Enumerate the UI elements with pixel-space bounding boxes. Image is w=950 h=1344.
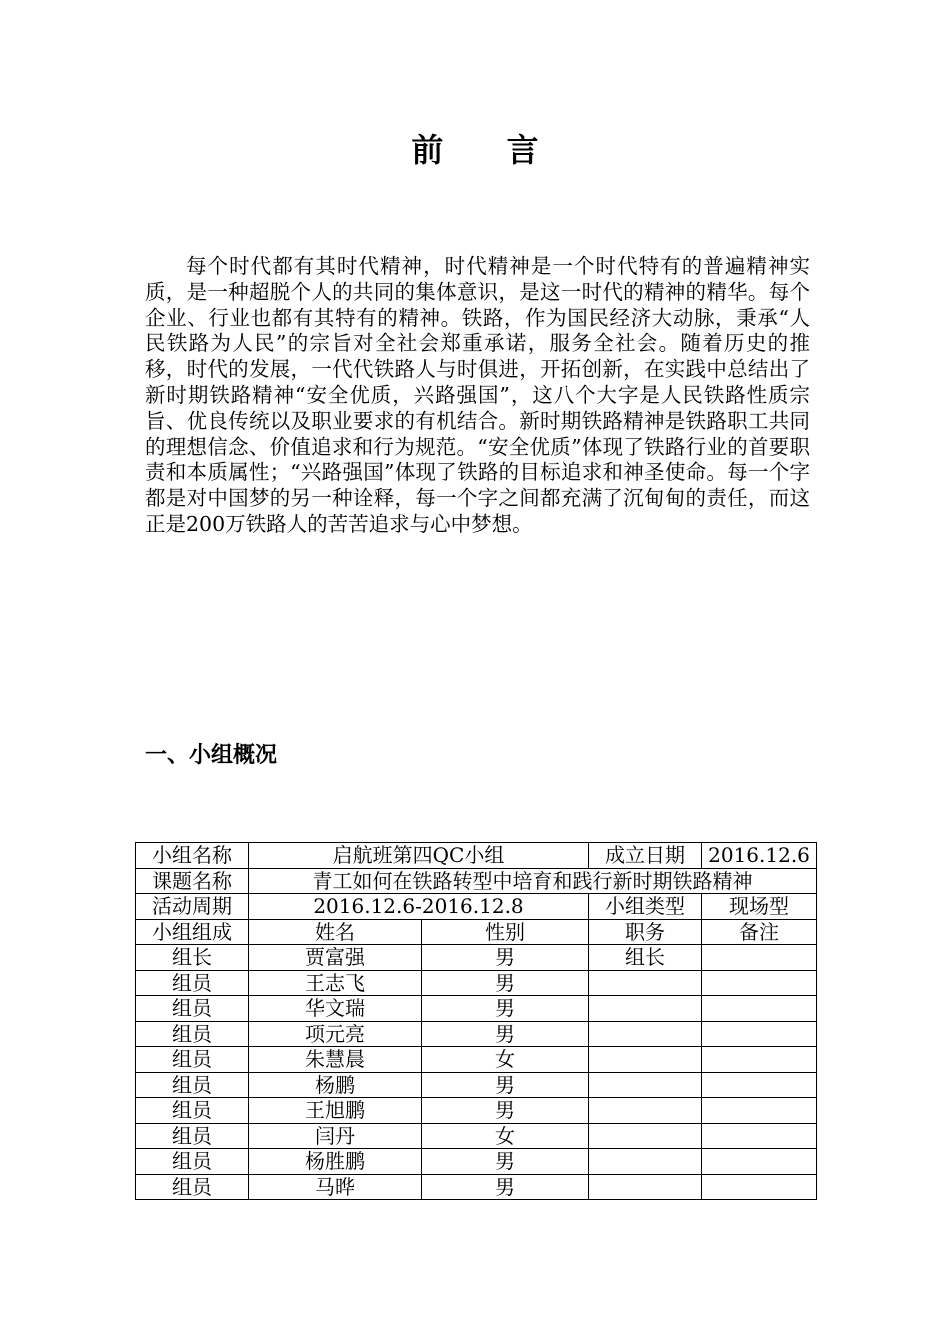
table-row — [136, 945, 817, 971]
member-role: 组员 — [136, 1072, 249, 1098]
preface-paragraph: 每个时代都有其时代精神，时代精神是一个时代特有的普遍精神实质，是一种超脱个人的共同的集体意识，是这一时代的精神的精华。每个企业、行业也都有其特有的精神。铁路，作为国民经济大动脉，秉承“人民铁路为人民”的宗旨对全社会郑重承诺，服务全社会。随着历史的推移，时代的发展，一代代铁路人与时俱进，开拓创新，在实践中总结出了新时期铁路精神“安全优质，兴路强国”，这八个大字是人民铁路性质宗旨、优良传统以及职业要求的有机结合。新时期铁路精神是铁路职工共同的理想信念、价值追求和行为规范。“安全优质”体现了铁路行业的首要职责和本质属性；“兴路强国”体现了铁路的目标追求和神圣使命。每一个字都是对中国梦的另一种诠释，每一个字之间都充满了沉甸甸的责任，而这正是200万铁路人的苦苦追求与心中梦想。 — [145, 254, 810, 536]
member-remark — [702, 1072, 817, 1098]
member-role: 组员 — [136, 970, 249, 996]
member-remark — [702, 1047, 817, 1073]
table-row — [136, 970, 817, 996]
table-row — [136, 1047, 817, 1073]
member-remark — [702, 1098, 817, 1124]
member-gender: 男 — [422, 970, 589, 996]
table-row — [136, 843, 817, 869]
founded-date-label: 成立日期 — [589, 843, 702, 869]
page-title: 前 言 — [411, 131, 565, 169]
member-remark — [702, 1021, 817, 1047]
member-remark — [702, 945, 817, 971]
member-position — [589, 1047, 702, 1073]
member-role: 组员 — [136, 1021, 249, 1047]
group-name-value: 启航班第四QC小组 — [249, 843, 589, 869]
member-gender: 男 — [422, 1174, 589, 1200]
table-row — [136, 1174, 817, 1200]
table-row — [136, 1149, 817, 1175]
table-row — [136, 894, 817, 920]
gender-header: 性别 — [422, 919, 589, 945]
member-position — [589, 1149, 702, 1175]
member-gender: 男 — [422, 1072, 589, 1098]
position-header: 职务 — [589, 919, 702, 945]
table-row — [136, 1072, 817, 1098]
table-row — [136, 868, 817, 894]
member-remark — [702, 1149, 817, 1175]
member-position — [589, 996, 702, 1022]
period-label: 活动周期 — [136, 894, 249, 920]
table-header-row — [136, 919, 817, 945]
member-role: 组员 — [136, 1149, 249, 1175]
member-gender: 男 — [422, 996, 589, 1022]
member-remark — [702, 1123, 817, 1149]
member-position: 组长 — [589, 945, 702, 971]
member-name: 华文瑞 — [249, 996, 422, 1022]
member-name: 朱慧晨 — [249, 1047, 422, 1073]
member-gender: 女 — [422, 1047, 589, 1073]
member-role: 组员 — [136, 1123, 249, 1149]
member-gender: 女 — [422, 1123, 589, 1149]
topic-value: 青工如何在铁路转型中培育和践行新时期铁路精神 — [249, 868, 817, 894]
table-row — [136, 996, 817, 1022]
group-name-label: 小组名称 — [136, 843, 249, 869]
member-position — [589, 1174, 702, 1200]
member-name: 王志飞 — [249, 970, 422, 996]
member-position — [589, 970, 702, 996]
group-type-value: 现场型 — [702, 894, 817, 920]
member-role: 组员 — [136, 1174, 249, 1200]
section-heading: 一、小组概况 — [145, 742, 278, 768]
member-gender: 男 — [422, 945, 589, 971]
member-name: 贾富强 — [249, 945, 422, 971]
member-position — [589, 1072, 702, 1098]
member-name: 王旭鹏 — [249, 1098, 422, 1124]
table-row — [136, 1123, 817, 1149]
member-gender: 男 — [422, 1149, 589, 1175]
member-remark — [702, 1174, 817, 1200]
member-position — [589, 1021, 702, 1047]
member-role: 组员 — [136, 1047, 249, 1073]
composition-header: 小组组成 — [136, 919, 249, 945]
member-role: 组长 — [136, 945, 249, 971]
member-role: 组员 — [136, 996, 249, 1022]
member-position — [589, 1098, 702, 1124]
table-row — [136, 1021, 817, 1047]
member-name: 闫丹 — [249, 1123, 422, 1149]
remark-header: 备注 — [702, 919, 817, 945]
member-position — [589, 1123, 702, 1149]
member-name: 杨胜鹏 — [249, 1149, 422, 1175]
group-overview-table — [135, 842, 817, 1200]
period-value: 2016.12.6-2016.12.8 — [249, 894, 589, 920]
member-remark — [702, 996, 817, 1022]
member-role: 组员 — [136, 1098, 249, 1124]
founded-date-value: 2016.12.6 — [702, 843, 817, 869]
name-header: 姓名 — [249, 919, 422, 945]
member-name: 项元亮 — [249, 1021, 422, 1047]
member-remark — [702, 970, 817, 996]
topic-label: 课题名称 — [136, 868, 249, 894]
member-name: 马晔 — [249, 1174, 422, 1200]
member-gender: 男 — [422, 1098, 589, 1124]
group-type-label: 小组类型 — [589, 894, 702, 920]
member-name: 杨鹏 — [249, 1072, 422, 1098]
member-gender: 男 — [422, 1021, 589, 1047]
table-row — [136, 1098, 817, 1124]
